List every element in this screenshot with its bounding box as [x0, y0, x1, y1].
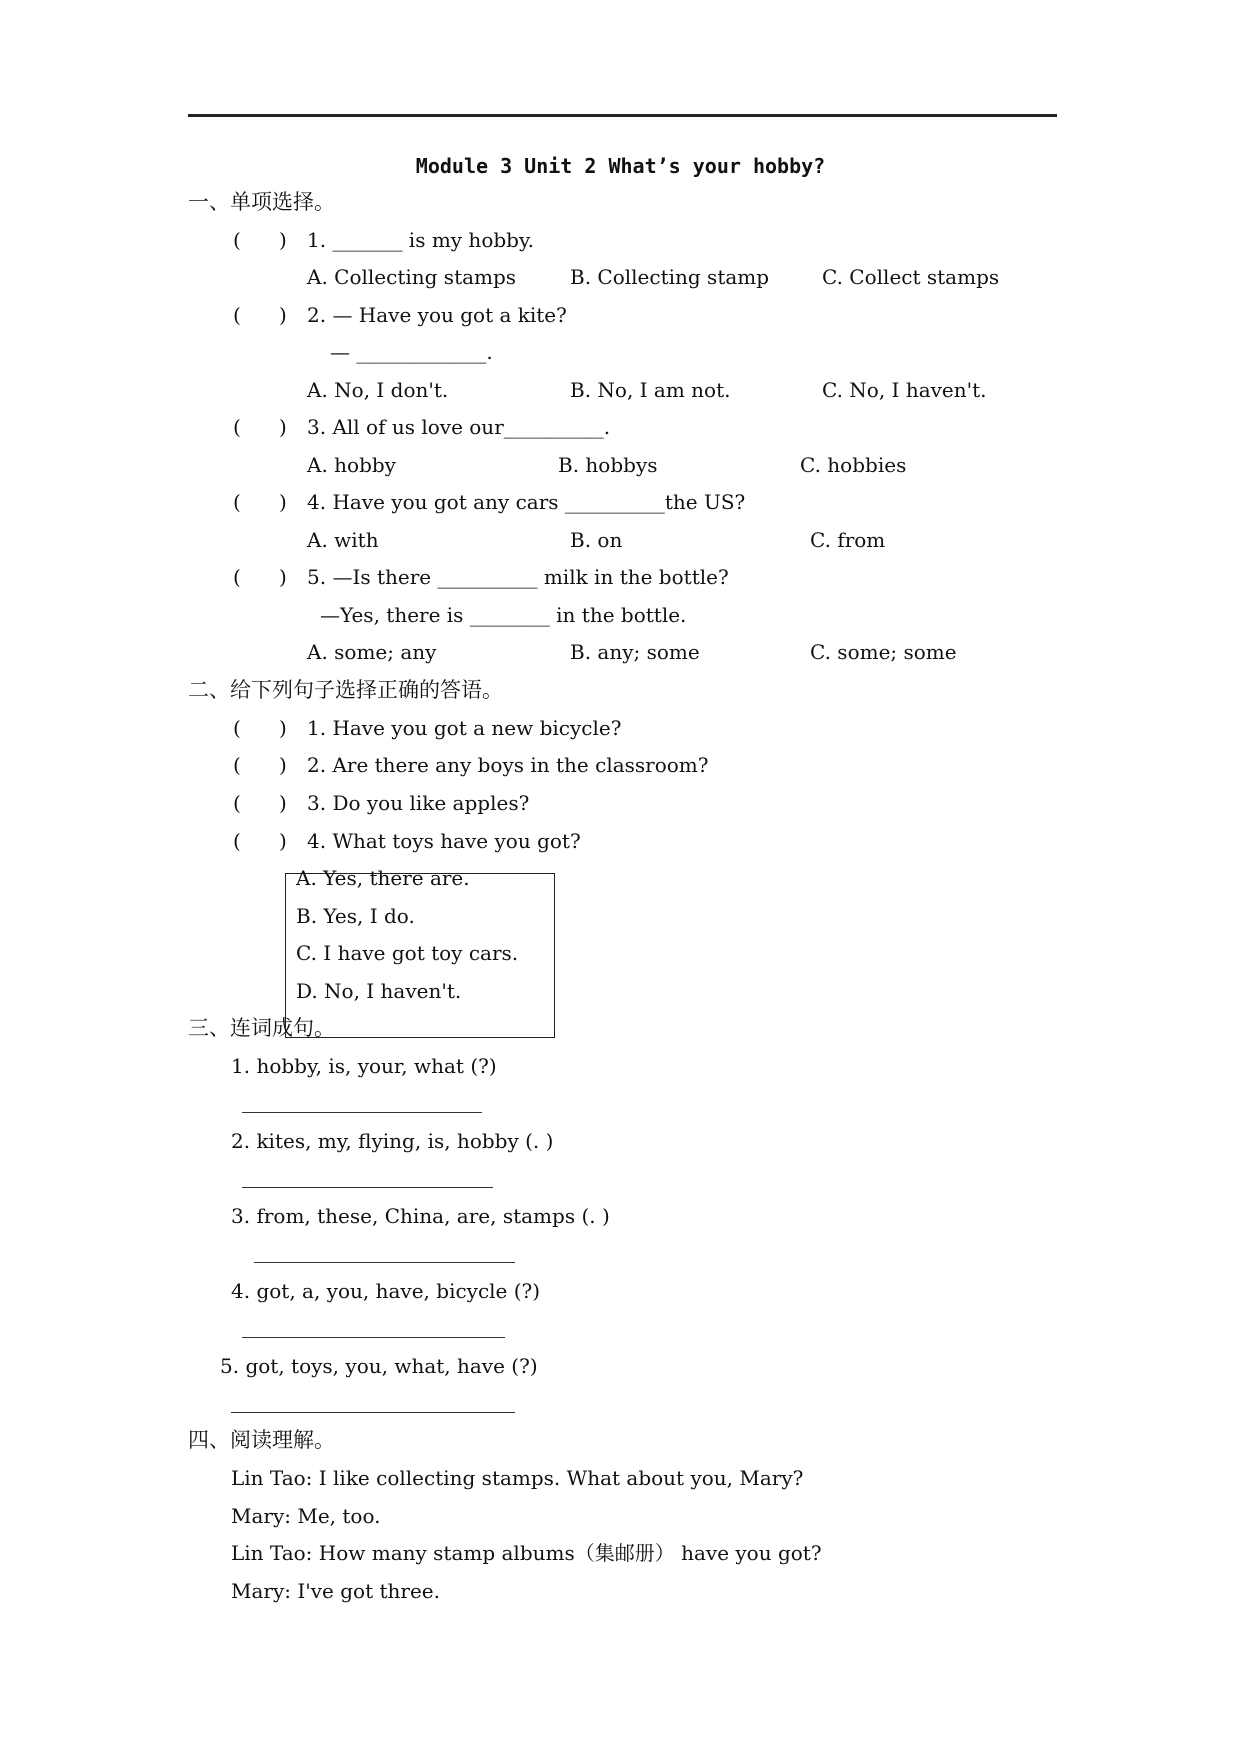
answer-line[interactable] — [242, 1112, 482, 1113]
question-stem: 1. _______ is my hobby. — [307, 228, 534, 252]
answer-paren[interactable]: ( ) — [233, 829, 287, 853]
option-b: B. hobbys — [558, 453, 658, 477]
option-b: B. on — [570, 528, 623, 552]
option-c: C. hobbies — [800, 453, 907, 477]
answer-choice: A. Yes, there are. — [296, 866, 470, 890]
section2-heading: 二、给下列句子选择正确的答语。 — [188, 678, 503, 702]
section3-heading: 三、连词成句。 — [188, 1016, 335, 1040]
question-sub: —Yes, there is ________ in the bottle. — [320, 603, 687, 627]
question-text: 2. Are there any boys in the classroom? — [307, 753, 709, 777]
question-text: 4. What toys have you got? — [307, 829, 581, 853]
question-stem: 4. Have you got any cars __________the US? — [307, 490, 746, 514]
question-text: 1. Have you got a new bicycle? — [307, 716, 622, 740]
dialogue-line: Lin Tao: How many stamp albums（集邮册） have you got? — [231, 1541, 822, 1565]
question-sub: — _____________. — [330, 340, 493, 364]
answer-paren[interactable]: ( ) — [233, 565, 287, 589]
answer-line[interactable] — [231, 1412, 515, 1413]
answer-paren[interactable]: ( ) — [233, 716, 287, 740]
answer-paren[interactable]: ( ) — [233, 303, 287, 327]
answer-choice: B. Yes, I do. — [296, 904, 415, 928]
dialogue-line: Mary: Me, too. — [231, 1504, 381, 1528]
question-stem: 2. — Have you got a kite? — [307, 303, 567, 327]
section1-heading: 一、单项选择。 — [188, 190, 335, 214]
dialogue-line: Lin Tao: I like collecting stamps. What about you, Mary? — [231, 1466, 804, 1490]
option-a: A. some; any — [307, 640, 437, 664]
option-a: A. hobby — [307, 453, 396, 477]
scrambled-sentence: 1. hobby, is, your, what (?) — [231, 1054, 497, 1078]
header-rule — [188, 114, 1057, 117]
option-b: B. No, I am not. — [570, 378, 731, 402]
section4-heading: 四、阅读理解。 — [188, 1428, 335, 1452]
scrambled-sentence: 2. kites, my, flying, is, hobby (. ) — [231, 1129, 554, 1153]
option-c: C. some; some — [810, 640, 957, 664]
option-c: C. Collect stamps — [822, 265, 1000, 289]
option-b: B. Collecting stamp — [570, 265, 770, 289]
answer-line[interactable] — [254, 1262, 515, 1263]
dialogue-line: Mary: I've got three. — [231, 1579, 440, 1603]
scrambled-sentence: 4. got, a, you, have, bicycle (?) — [231, 1279, 541, 1303]
answer-choice: C. I have got toy cars. — [296, 941, 519, 965]
page-title: Module 3 Unit 2 What’s your hobby? — [415, 154, 826, 178]
scrambled-sentence: 3. from, these, China, are, stamps (. ) — [231, 1204, 610, 1228]
answer-line[interactable] — [242, 1337, 505, 1338]
question-stem: 3. All of us love our__________. — [307, 415, 611, 439]
answer-paren[interactable]: ( ) — [233, 415, 287, 439]
answer-choice: D. No, I haven't. — [296, 979, 462, 1003]
answer-line[interactable] — [242, 1187, 493, 1188]
option-a: A. Collecting stamps — [307, 265, 517, 289]
question-text: 3. Do you like apples? — [307, 791, 530, 815]
scrambled-sentence: 5. got, toys, you, what, have (?) — [220, 1354, 538, 1378]
answer-paren[interactable]: ( ) — [233, 228, 287, 252]
answer-paren[interactable]: ( ) — [233, 490, 287, 514]
answer-paren[interactable]: ( ) — [233, 753, 287, 777]
option-a: A. No, I don't. — [307, 378, 449, 402]
option-b: B. any; some — [570, 640, 700, 664]
question-stem: 5. —Is there __________ milk in the bottle? — [307, 565, 729, 589]
option-c: C. from — [810, 528, 886, 552]
option-a: A. with — [307, 528, 379, 552]
option-c: C. No, I haven't. — [822, 378, 987, 402]
answer-paren[interactable]: ( ) — [233, 791, 287, 815]
